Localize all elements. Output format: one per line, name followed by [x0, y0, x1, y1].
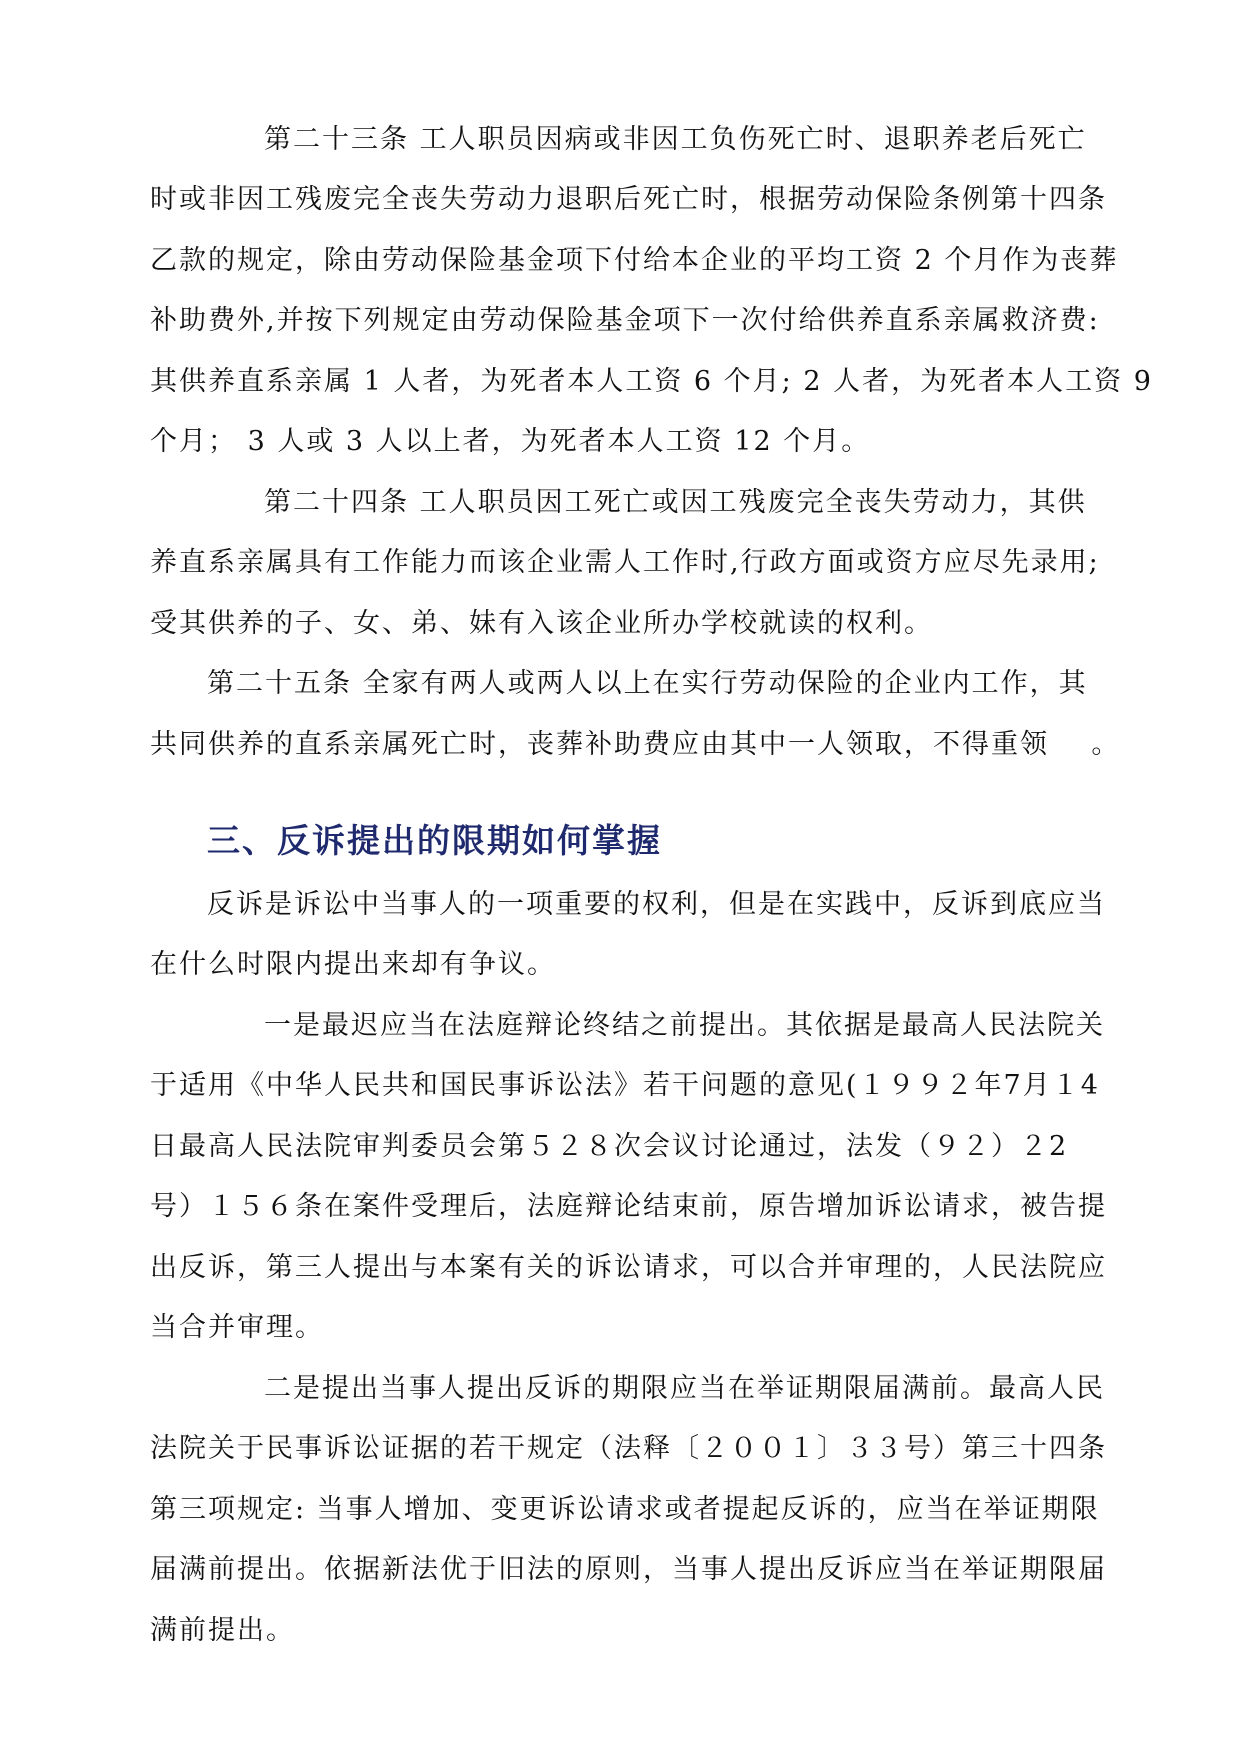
paragraph-line: 第二十三条 工人职员因病或非因工负伤死亡时、退职养老后死亡	[264, 124, 1087, 155]
paragraph-line: 届满前提出。依据新法优于旧法的原则，当事人提出反诉应当在举证期限届	[150, 1554, 1107, 1585]
paragraph-line: 养直系亲属具有工作能力而该企业需人工作时,行政方面或资方应尽先录用;	[150, 547, 1100, 578]
paragraph-line: 乙款的规定，除由劳动保险基金项下付给本企业的平均工资 2 个月作为丧葬	[150, 245, 1119, 276]
paragraph-line: 满前提出。	[150, 1615, 295, 1646]
paragraph-line: 第二十四条 工人职员因工死亡或因工残废完全丧失劳动力，其供	[264, 487, 1087, 518]
paragraph-line: 二是提出当事人提出反诉的期限应当在举证期限届满前。最高人民	[264, 1373, 1105, 1404]
paragraph-line: 个月； 3 人或 3 人以上者，为死者本人工资 12 个月。	[150, 426, 871, 457]
paragraph-line: 在什么时限内提出来却有争议。	[150, 949, 556, 980]
paragraph-line: 第二十五条 全家有两人或两人以上在实行劳动保险的企业内工作，其	[207, 668, 1088, 699]
paragraph-line: 出反诉，第三人提出与本案有关的诉讼请求，可以合并审理的，人民法院应	[150, 1252, 1107, 1283]
paragraph-line: 时或非因工残废完全丧失劳动力退职后死亡时，根据劳动保险条例第十四条	[150, 184, 1107, 215]
paragraph-line: 受其供养的子、女、弟、妹有入该企业所办学校就读的权利。	[150, 608, 933, 639]
paragraph-line: 于适用《中华人民共和国民事诉讼法》若干问题的意见(１９９２年7月１4	[150, 1070, 1100, 1101]
paragraph-line: 共同供养的直系亲属死亡时，丧葬补助费应由其中一人领取，不得重领 。	[150, 729, 1121, 760]
paragraph-line: 法院关于民事诉讼证据的若干规定（法释〔２００１〕３３号）第三十四条	[150, 1433, 1107, 1464]
paragraph-line: 号）１５６条在案件受理后，法庭辩论结束前，原告增加诉讼请求，被告提	[150, 1191, 1107, 1222]
paragraph-line: 日最高人民法院审判委员会第５２８次会议讨论通过，法发（９２）２2	[150, 1131, 1069, 1162]
paragraph-line: 反诉是诉讼中当事人的一项重要的权利，但是在实践中，反诉到底应当	[207, 889, 1106, 920]
paragraph-line: 当合并审理。	[150, 1312, 324, 1343]
section-heading: 三、反诉提出的限期如何掌握	[207, 821, 662, 860]
paragraph-line: 其供养直系亲属 1 人者，为死者本人工资 6 个月; 2 人者，为死者本人工资 9	[150, 366, 1153, 397]
paragraph-line: 第三项规定: 当事人增加、变更诉讼请求或者提起反诉的，应当在举证期限	[150, 1494, 1100, 1525]
paragraph-line: 补助费外,并按下列规定由劳动保险基金项下一次付给供养直系亲属救济费:	[150, 305, 1100, 336]
paragraph-line: 一是最迟应当在法庭辩论终结之前提出。其依据是最高人民法院关	[264, 1010, 1105, 1041]
